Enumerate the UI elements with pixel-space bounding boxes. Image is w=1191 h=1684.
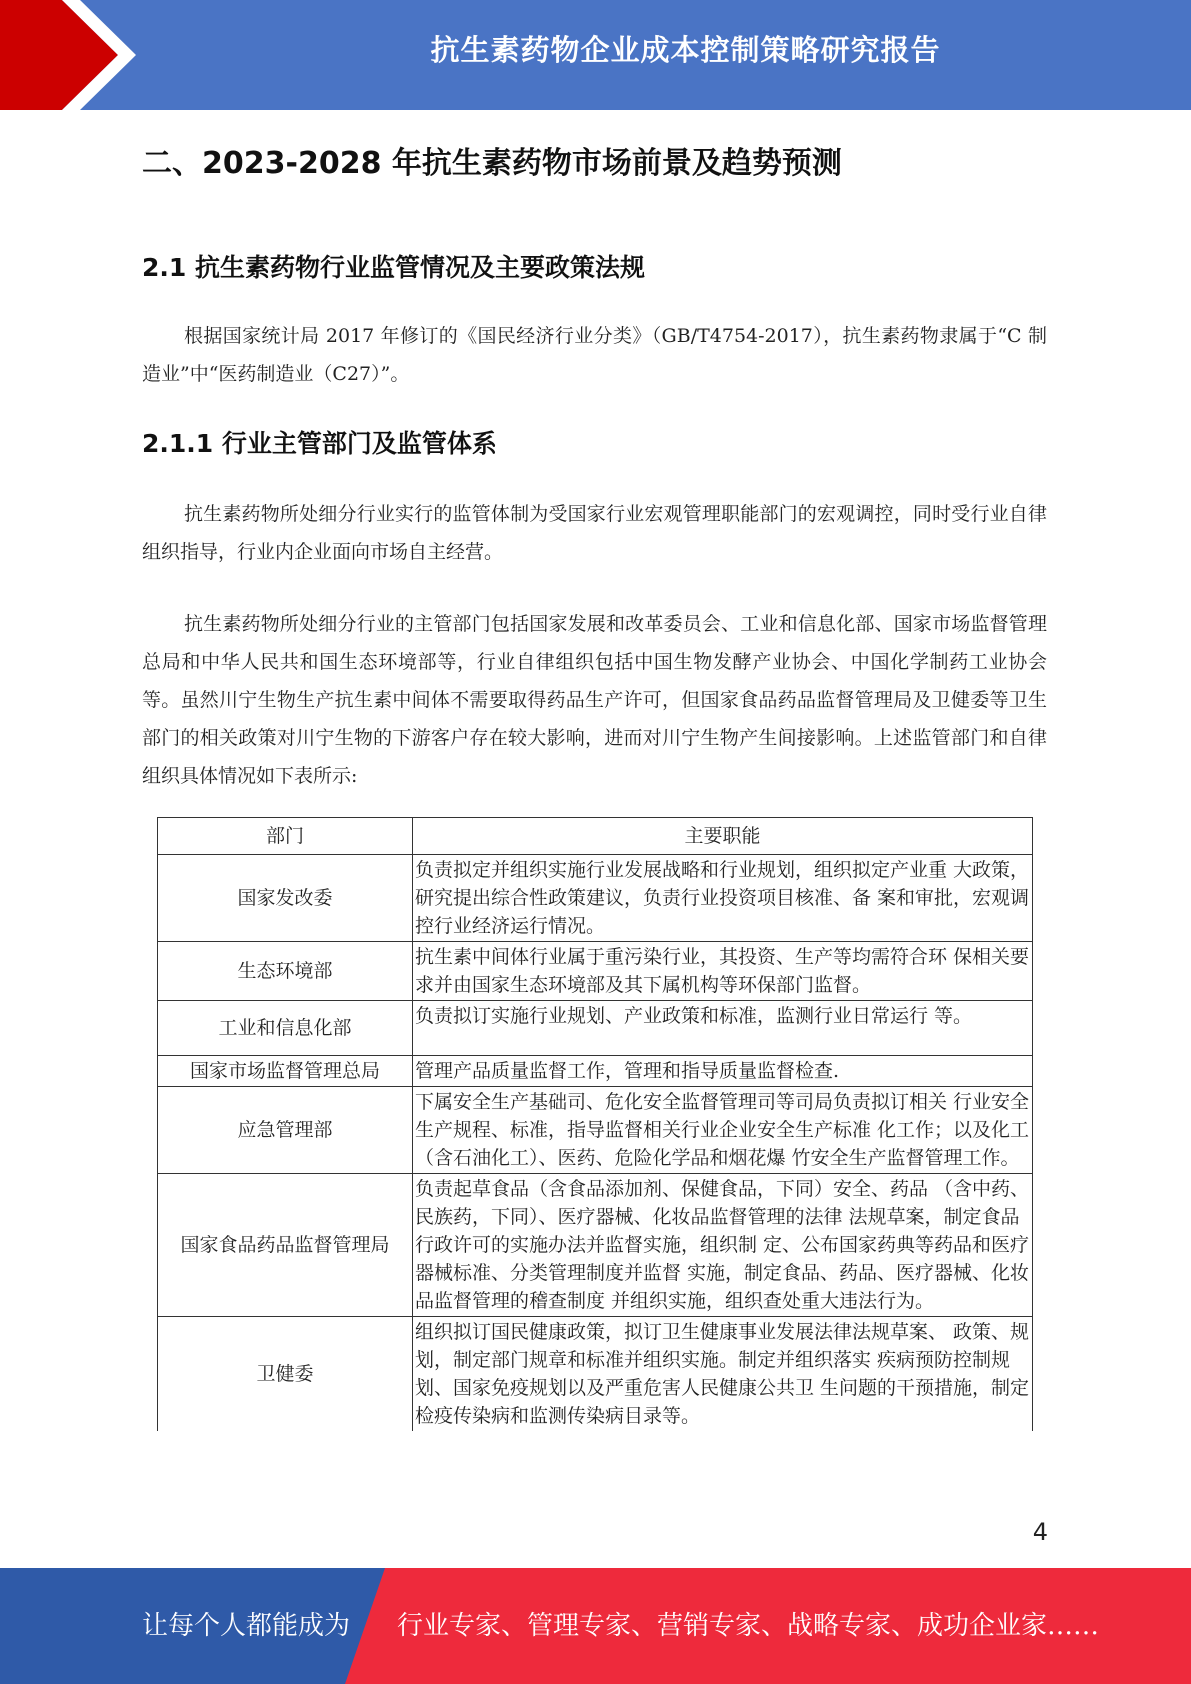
report-title: 抗生素药物企业成本控制策略研究报告 [430, 33, 941, 67]
subsection-heading: 2.1 抗生素药物行业监管情况及主要政策法规 [142, 253, 645, 282]
duty-cell: 下属安全生产基础司、危化安全监督管理司等司局负责拟订相关 行业安全生产规程、标准，指导监督相关行业企业安全生产标准 化工作；以及化工（含石油化工）、医药、危险化学品和烟花爆 竹安全生产监督管理工作。 [413, 1087, 1033, 1174]
duty-cell: 负责拟定并组织实施行业发展战略和行业规划，组织拟定产业重 大政策，研究提出综合性政策建议，负责行业投资项目核准、备 案和审批，宏观调控行业经济运行情况。 [413, 855, 1033, 942]
header-chevron-decoration [0, 0, 150, 110]
duty-cell: 负责起草食品（含食品添加剂、保健食品，下同）安全、药品 （含中药、民族药，下同）、医疗器械、化妆品监督管理的法律 法规草案，制定食品行政许可的实施办法并监督实施，组织制 定、公布国家药典等药品和医疗器械标准、分类管理制度并监督 实施，制定食品、药品、医疗器械、化妆品监督管理的稽查制度 并组织实施，组织查处重大违法行为。 [413, 1174, 1033, 1317]
authorities-paragraph: 抗生素药物所处细分行业的主管部门包括国家发展和改革委员会、工业和信息化部、国家市场监督管理总局和中华人民共和国生态环境部等，行业自律组织包括中国生物发酵产业协会、中国化学制药工业协会等。虽然川宁生物生产抗生素中间体不需要取得药品生产许可，但国家食品药品监督管理局及卫健委等卫生部门的相关政策对川宁生物的下游客户存在较大影响，进而对川宁生物产生间接影响。上述监管部门和自律组织具体情况如下表所示: [142, 613, 1047, 787]
section-heading: 二、2023-2028 年抗生素药物市场前景及趋势预测 [142, 146, 842, 181]
page-header [0, 0, 1191, 110]
duty-cell: 负责拟订实施行业规划、产业政策和标准，监测行业日常运行 等。 [413, 1001, 1033, 1056]
sub-subsection-heading: 2.1.1 行业主管部门及监管体系 [142, 429, 497, 458]
department-cell: 国家食品药品监督管理局 [158, 1174, 413, 1317]
table-row [158, 1317, 1033, 1432]
table-row [158, 1174, 1033, 1317]
header-main-duties: 主要职能 [413, 818, 1033, 855]
department-cell: 国家发改委 [158, 855, 413, 942]
regulators-table [157, 817, 1033, 1431]
table-row [158, 855, 1033, 942]
footer-slogan-right: 行业专家、管理专家、营销专家、战略专家、成功企业家…… [397, 1611, 1100, 1641]
intro-paragraph: 根据国家统计局 2017 年修订的《国民经济行业分类》（GB/T4754-2017），抗生素药物隶属于“C 制造业”中“医药制造业（C27）”。 [142, 325, 1047, 385]
table-row [158, 1087, 1033, 1174]
department-cell: 应急管理部 [158, 1087, 413, 1174]
header-department: 部门 [158, 818, 413, 855]
table-row [158, 1056, 1033, 1087]
duty-cell: 抗生素中间体行业属于重污染行业，其投资、生产等均需符合环 保相关要求并由国家生态环境部及其下属机构等环保部门监督。 [413, 942, 1033, 1001]
page-footer [0, 1568, 1191, 1684]
page-number: 4 [1032, 1518, 1048, 1546]
table-row [158, 942, 1033, 1001]
table-row [158, 1001, 1033, 1056]
footer-slogan-left: 让每个人都能成为 [142, 1611, 351, 1641]
department-cell: 国家市场监督管理总局 [158, 1056, 413, 1087]
duty-cell: 管理产品质量监督工作，管理和指导质量监督检查. [413, 1056, 1033, 1087]
table-header-row [158, 818, 1033, 855]
department-cell: 卫健委 [158, 1317, 413, 1432]
department-cell: 生态环境部 [158, 942, 413, 1001]
duty-cell: 组织拟订国民健康政策，拟订卫生健康事业发展法律法规草案、 政策、规划，制定部门规章和标准并组织实施。制定并组织落实 疾病预防控制规划、国家免疫规划以及严重危害人民健康公共卫 生问题的干预措施，制定检疫传染病和监测传染病目录等。 [413, 1317, 1033, 1432]
regulation-paragraph: 抗生素药物所处细分行业实行的监管体制为受国家行业宏观管理职能部门的宏观调控，同时受行业自律组织指导，行业内企业面向市场自主经营。 [142, 503, 1047, 563]
department-cell: 工业和信息化部 [158, 1001, 413, 1056]
